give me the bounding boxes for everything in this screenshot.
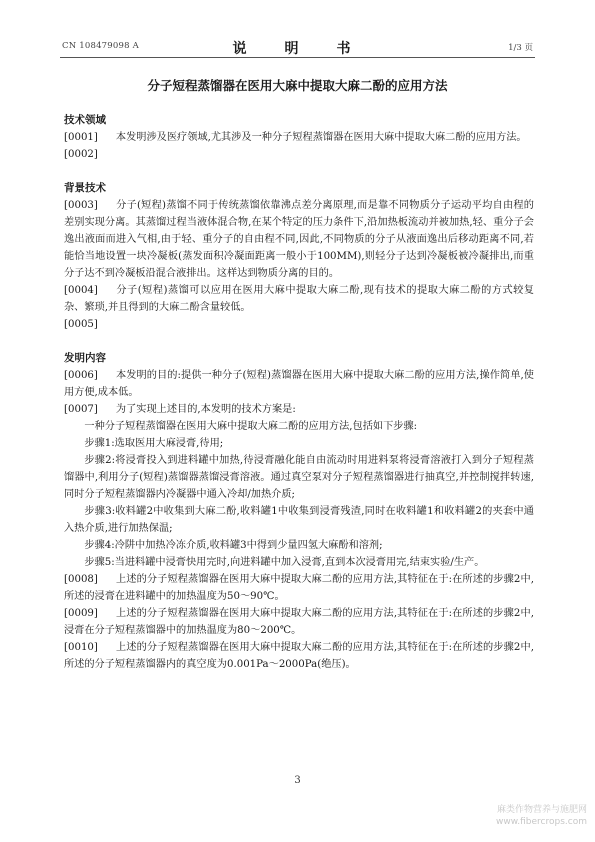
paragraph-0006 <box>64 367 534 401</box>
header-divider <box>60 57 535 58</box>
watermark-site-name: 麻类作物营养与施肥网 <box>496 805 587 815</box>
section-heading-content: 发明内容 <box>64 352 106 364</box>
document-title: 分子短程蒸馏器在医用大麻中提取大麻二酚的应用方法 <box>147 78 448 93</box>
section-heading-background: 背景技术 <box>64 182 106 194</box>
paragraph-number: [0008] <box>64 574 98 585</box>
step-2: 步骤2:将浸膏投入到进料罐中加热,待浸膏融化能自由流动时用进料泵将浸膏溶液打入到分子短程蒸馏器中,利用分子(短程)蒸馏器蒸馏浸膏溶液。通过真空泵对分子短程蒸馏器进行抽真空,并控制搅拌转速,同时分子短程蒸馏器内冷凝器中通入冷却/加热介质; <box>64 455 534 500</box>
step-3: 步骤3:收料罐2中收集到大麻二酚,收料罐1中收集到浸膏残渣,同时在收料罐1和收料罐2的夹套中通入热介质,进行加热保温; <box>64 506 534 534</box>
document-body <box>64 112 534 673</box>
paragraph-text: 上述的分子短程蒸馏器在医用大麻中提取大麻二酚的应用方法,其特征在于:在所述的步骤2中,所述的浸膏在进料罐中的加热温度为50～90℃。 <box>64 574 534 602</box>
paragraph-0009 <box>64 605 534 639</box>
step-4: 步骤4:冷阱中加热冷冻介质,收料罐3中得到少量四氢大麻酚和溶剂; <box>84 540 383 551</box>
page-indicator: 1/3 页 <box>508 43 533 53</box>
paragraph-0002 <box>64 146 534 163</box>
step-1: 步骤1:选取医用大麻浸膏,待用; <box>84 438 224 449</box>
paragraph-number: [0003] <box>64 200 98 211</box>
watermark <box>496 804 587 828</box>
section-heading-tech-field: 技术领域 <box>64 114 106 126</box>
paragraph-number: [0005] <box>64 319 98 330</box>
paragraph-number: [0002] <box>64 149 98 160</box>
paragraph-number: [0009] <box>64 608 98 619</box>
paragraph-0005 <box>64 316 534 333</box>
step-5: 步骤5:当进料罐中浸膏快用完时,向进料罐中加入浸膏,直到本次浸膏用完,结束实验/生产。 <box>84 557 485 568</box>
paragraph-number: [0007] <box>64 404 98 415</box>
paragraph-text: 上述的分子短程蒸馏器在医用大麻中提取大麻二酚的应用方法,其特征在于:在所述的步骤2中,所述的分子短程蒸馏器内的真空度为0.001Pa～2000Pa(绝压)。 <box>64 642 534 670</box>
paragraph-0010 <box>64 639 534 673</box>
paragraph-0001 <box>64 129 534 146</box>
paragraph-text: 分子(短程)蒸馏可以应用在医用大麻中提取大麻二酚,现有技术的提取大麻二酚的方式较复杂、繁琐,并且得到的大麻二酚含量较低。 <box>64 285 534 313</box>
paragraph-text: 分子(短程)蒸馏不同于传统蒸馏依靠沸点差分离原理,而是靠不同物质分子运动平均自由程的差别实现分离。其蒸馏过程当液体混合物,在某个特定的压力条件下,沿加热板流动并被加热,轻、重分子会逸出液面而进入气相,由于轻、重分子的自由程不同,因此,不同物质的分子从液面逸出后移动距离不同,若能恰当地设置一块冷凝板(蒸发面积冷凝面距离一般小于100MM),则轻分子达到冷凝板被冷凝排出,而重分子达不到冷凝板沿混合液排出。这样达到物质分离的目的。 <box>64 200 534 279</box>
paragraph-number: [0006] <box>64 370 98 381</box>
paragraph-0003 <box>64 197 534 282</box>
paragraph-text: 为了实现上述目的,本发明的技术方案是: <box>115 404 296 415</box>
page-number: 3 <box>294 775 301 786</box>
paragraph-text: 上述的分子短程蒸馏器在医用大麻中提取大麻二酚的应用方法,其特征在于:在所述的步骤2中,浸膏在分子短程蒸馏器中的加热温度为80～200℃。 <box>64 608 534 636</box>
paragraph-0004 <box>64 282 534 316</box>
paragraph-0008 <box>64 571 534 605</box>
watermark-url: www.fibercrops.com <box>496 817 587 827</box>
paragraph-number: [0001] <box>64 132 98 143</box>
page-header <box>62 38 533 56</box>
document-type: 说 明 书 <box>232 41 363 57</box>
paragraph-number: [0004] <box>64 285 98 296</box>
paragraph-number: [0010] <box>64 642 98 653</box>
patent-number: CN 108479098 A <box>62 41 139 51</box>
paragraph-text: 本发明的目的:提供一种分子(短程)蒸馏器在医用大麻中提取大麻二酚的应用方法,操作简单,使用方便,成本低。 <box>64 370 534 398</box>
paragraph-0007 <box>64 401 534 418</box>
method-intro: 一种分子短程蒸馏器在医用大麻中提取大麻二酚的应用方法,包括如下步骤: <box>84 421 418 432</box>
paragraph-text: 本发明涉及医疗领域,尤其涉及一种分子短程蒸馏器在医用大麻中提取大麻二酚的应用方法。 <box>115 132 527 143</box>
